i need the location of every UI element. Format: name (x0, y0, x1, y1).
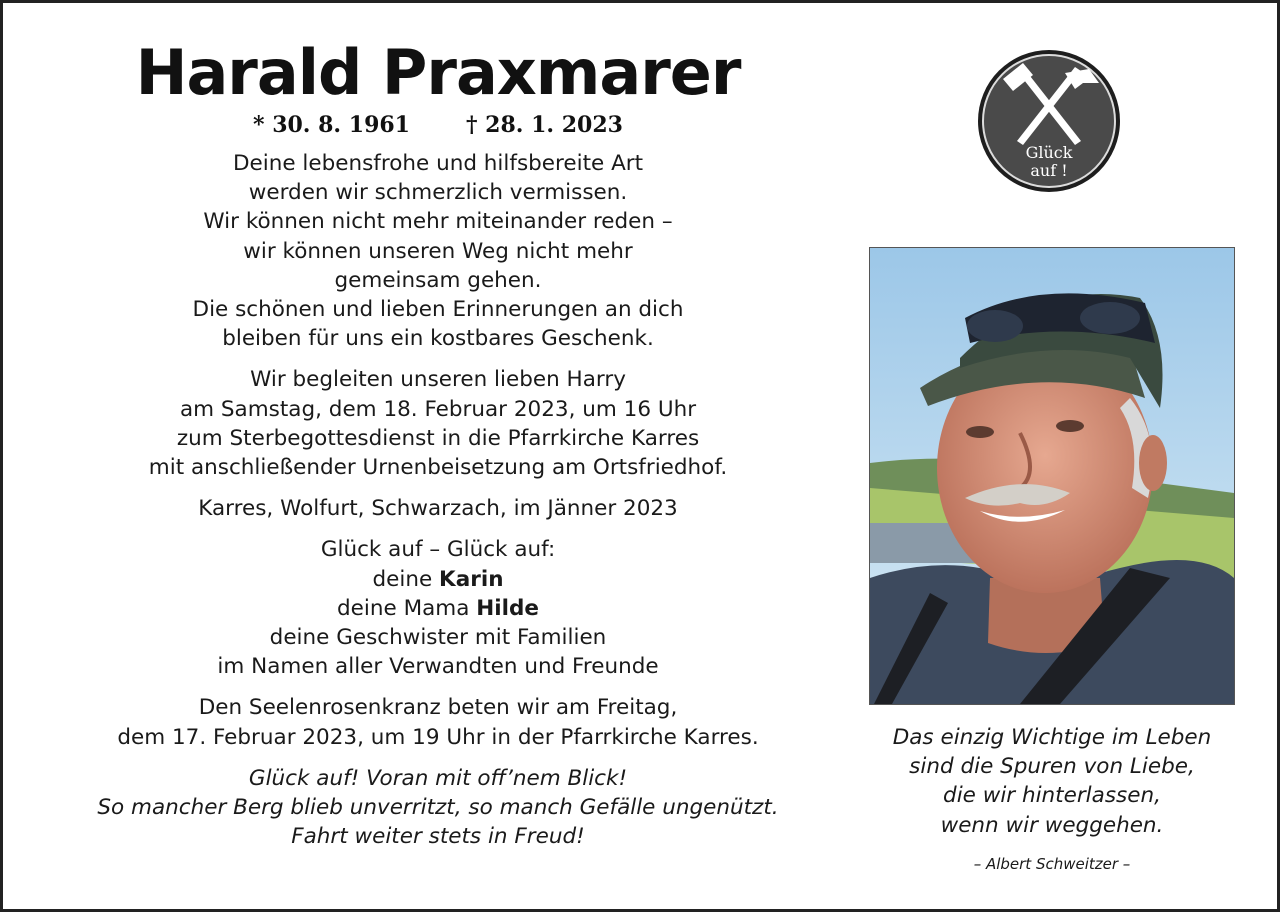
poem-block (63, 149, 813, 353)
mourner-line (63, 565, 813, 594)
quote-block (869, 723, 1235, 879)
gluck-auf-emblem (977, 49, 1121, 193)
ceremony-block (63, 365, 813, 482)
quote-line: sind die Spuren von Liebe, (909, 754, 1195, 780)
mourners-greeting: Glück auf – Glück auf: (320, 537, 556, 563)
ceremony-line: mit anschließender Urnenbeisetzung am Ortsfriedhof. (148, 455, 728, 481)
place-date: Karres, Wolfurt, Schwarzach, im Jänner 2023 (198, 496, 678, 522)
deceased-name: Harald Praxmarer (135, 36, 741, 109)
ceremony-line: am Samstag, dem 18. Februar 2023, um 16 Uhr (179, 396, 697, 422)
rosary-line: Den Seelenrosenkranz beten wir am Freitag, (198, 695, 678, 721)
rosary-block (63, 693, 813, 751)
poem-line: wir können unseren Weg nicht mehr (243, 238, 633, 264)
death-date: † 28. 1. 2023 (466, 112, 623, 138)
ceremony-line: zum Sterbegottesdienst in die Pfarrkirche Karres (176, 425, 700, 451)
quote-line: wenn wir weggehen. (940, 812, 1164, 838)
main-text-column (63, 33, 813, 851)
mourner-name: Hilde (476, 595, 539, 621)
verse-line: Fahrt weiter stets in Freud! (291, 824, 585, 850)
ceremony-line: Wir begleiten unseren lieben Harry (250, 367, 626, 393)
poem-line: gemeinsam gehen. (334, 267, 542, 293)
mourner-line: im Namen aller Verwandten und Freunde (217, 654, 659, 680)
quote-line: Das einzig Wichtige im Leben (892, 725, 1212, 750)
quote-author: – Albert Schweitzer – (973, 854, 1131, 873)
poem-line: Wir können nicht mehr miteinander reden – (203, 209, 673, 235)
quote-line: die wir hinterlassen, (943, 783, 1161, 809)
mourner-prefix: deine Mama (337, 595, 477, 621)
emblem-line-2: auf ! (1030, 161, 1068, 180)
poem-line: Deine lebensfrohe und hilfsbereite Art (232, 151, 644, 176)
portrait-photo (869, 247, 1235, 705)
poem-line: bleiben für uns ein kostbares Geschenk. (222, 326, 654, 352)
mourners-block (63, 535, 813, 681)
mourner-name: Karin (439, 566, 504, 592)
mourner-prefix: deine (372, 566, 440, 592)
verse-line: So mancher Berg blieb unverritzt, so manch Gefälle ungenützt. (97, 795, 779, 821)
place-date-block (63, 494, 813, 523)
verse-line: Glück auf! Voran mit off’nem Blick! (248, 765, 628, 791)
poem-line: werden wir schmerzlich vermissen. (248, 180, 628, 206)
life-dates (63, 111, 813, 139)
emblem-line-1: Glück (1025, 143, 1073, 162)
miner-verse-block (63, 764, 813, 852)
birth-date: * 30. 8. 1961 (253, 112, 410, 138)
mourner-line (63, 594, 813, 623)
mourner-line: deine Geschwister mit Familien (269, 625, 607, 651)
poem-line: Die schönen und lieben Erinnerungen an dich (192, 297, 684, 323)
rosary-line: dem 17. Februar 2023, um 19 Uhr in der Pfarrkirche Karres. (117, 724, 759, 750)
